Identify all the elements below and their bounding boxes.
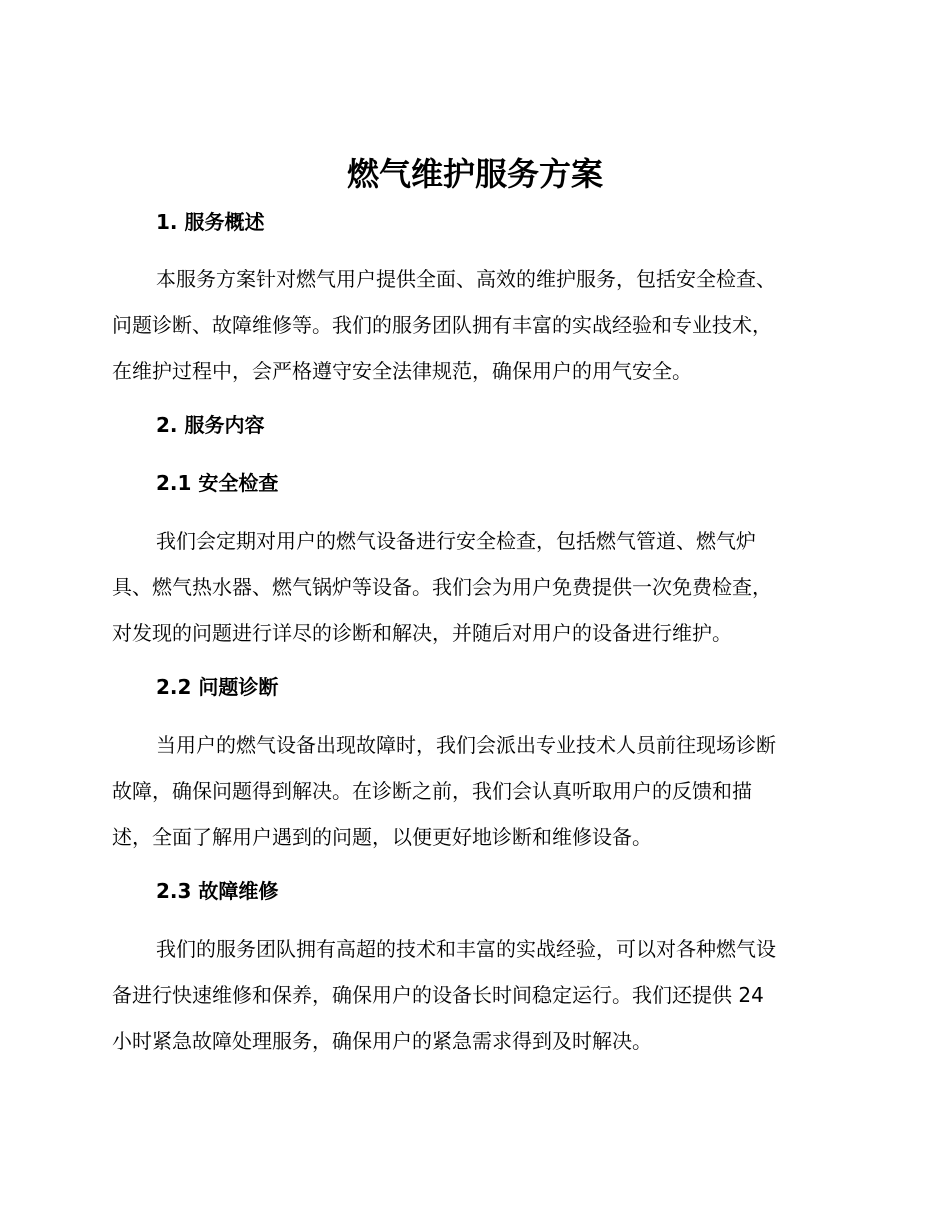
paragraph-line: 问题诊断、故障维修等。我们的服务团队拥有丰富的实战经验和专业技术， <box>112 313 772 337</box>
paragraph-line: 备进行快速维修和保养，确保用户的设备长时间稳定运行。我们还提供 24 <box>112 983 764 1007</box>
paragraph-line: 对发现的问题进行详尽的诊断和解决，并随后对用户的设备进行维护。 <box>112 621 732 645</box>
section-paragraph-2-1 <box>112 518 842 656</box>
paragraph-line: 当用户的燃气设备出现故障时，我们会派出专业技术人员前往现场诊断 <box>156 733 776 757</box>
paragraph-line: 故障，确保问题得到解决。在诊断之前，我们会认真听取用户的反馈和描 <box>112 779 752 803</box>
paragraph-line: 小时紧急故障处理服务，确保用户的紧急需求得到及时解决。 <box>112 1029 652 1053</box>
paragraph-line: 本服务方案针对燃气用户提供全面、高效的维护服务，包括安全检查、 <box>156 267 776 291</box>
paragraph-line: 我们会定期对用户的燃气设备进行安全检查，包括燃气管道、燃气炉 <box>156 529 756 553</box>
section-paragraph-2-3 <box>112 926 842 1064</box>
section-paragraph-1 <box>112 256 842 394</box>
section-heading-2: 2. 服务内容 <box>156 413 265 437</box>
section-paragraph-2-2 <box>112 722 842 860</box>
paragraph-line: 具、燃气热水器、燃气锅炉等设备。我们会为用户免费提供一次免费检查， <box>112 575 772 599</box>
paragraph-line: 在维护过程中，会严格遵守安全法律规范，确保用户的用气安全。 <box>112 359 692 383</box>
section-heading-1: 1. 服务概述 <box>156 210 265 234</box>
document-title: 燃气维护服务方案 <box>346 155 603 193</box>
paragraph-line: 述，全面了解用户遇到的问题，以便更好地诊断和维修设备。 <box>112 825 652 849</box>
section-heading-2-3: 2.3 故障维修 <box>156 879 279 903</box>
paragraph-line: 我们的服务团队拥有高超的技术和丰富的实战经验，可以对各种燃气设 <box>156 937 776 961</box>
section-heading-2-2: 2.2 问题诊断 <box>156 675 279 699</box>
section-heading-2-1: 2.1 安全检查 <box>156 471 279 495</box>
